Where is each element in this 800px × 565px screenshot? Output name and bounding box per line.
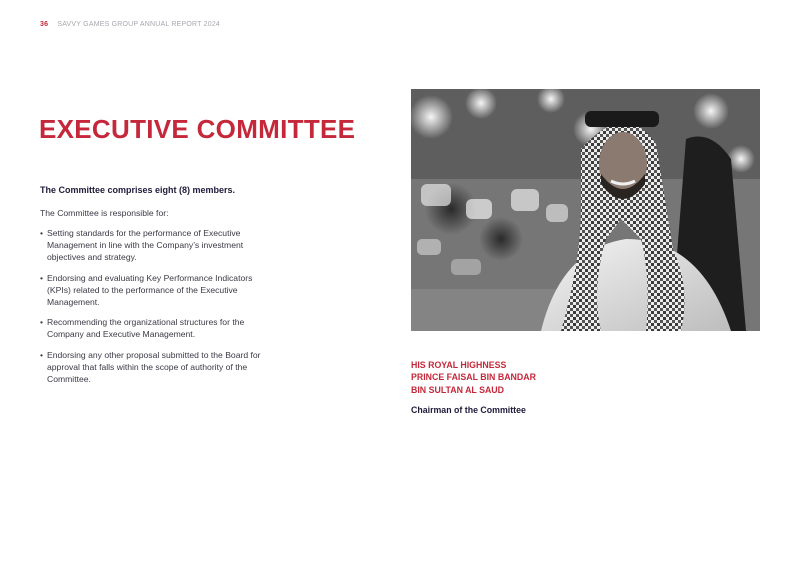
list-item: • Endorsing any other proposal submitted to the Board for approval that falls within the scope of authority of the Committee. bbox=[40, 349, 266, 386]
page-number: 36 bbox=[40, 21, 49, 28]
chairman-name bbox=[411, 359, 536, 396]
page-header bbox=[40, 21, 220, 28]
responsibilities-list bbox=[40, 227, 266, 393]
list-item: • Endorsing and evaluating Key Performance Indicators (KPIs) related to the performance of the Executive Management. bbox=[40, 272, 266, 309]
chairman-portrait-photo bbox=[411, 89, 760, 331]
name-line: HIS ROYAL HIGHNESS bbox=[411, 360, 507, 370]
list-item: • Setting standards for the performance of Executive Management in line with the Company’s investment objectives and strategy. bbox=[40, 227, 266, 264]
name-line: BIN SULTAN AL SAUD bbox=[411, 384, 505, 395]
section-title: EXECUTIVE COMMITTEE bbox=[39, 114, 356, 144]
name-line: PRINCE FAISAL BIN BANDAR bbox=[411, 372, 536, 383]
committee-size-text: The Committee comprises eight (8) members. bbox=[40, 185, 236, 195]
responsibilities-intro: The Committee is responsible for: bbox=[40, 208, 169, 218]
list-item: • Recommending the organizational structures for the Company and Executive Management. bbox=[40, 316, 266, 340]
report-title: SAVVY GAMES GROUP ANNUAL REPORT 2024 bbox=[57, 21, 221, 28]
chairman-role: Chairman of the Committee bbox=[411, 405, 526, 415]
